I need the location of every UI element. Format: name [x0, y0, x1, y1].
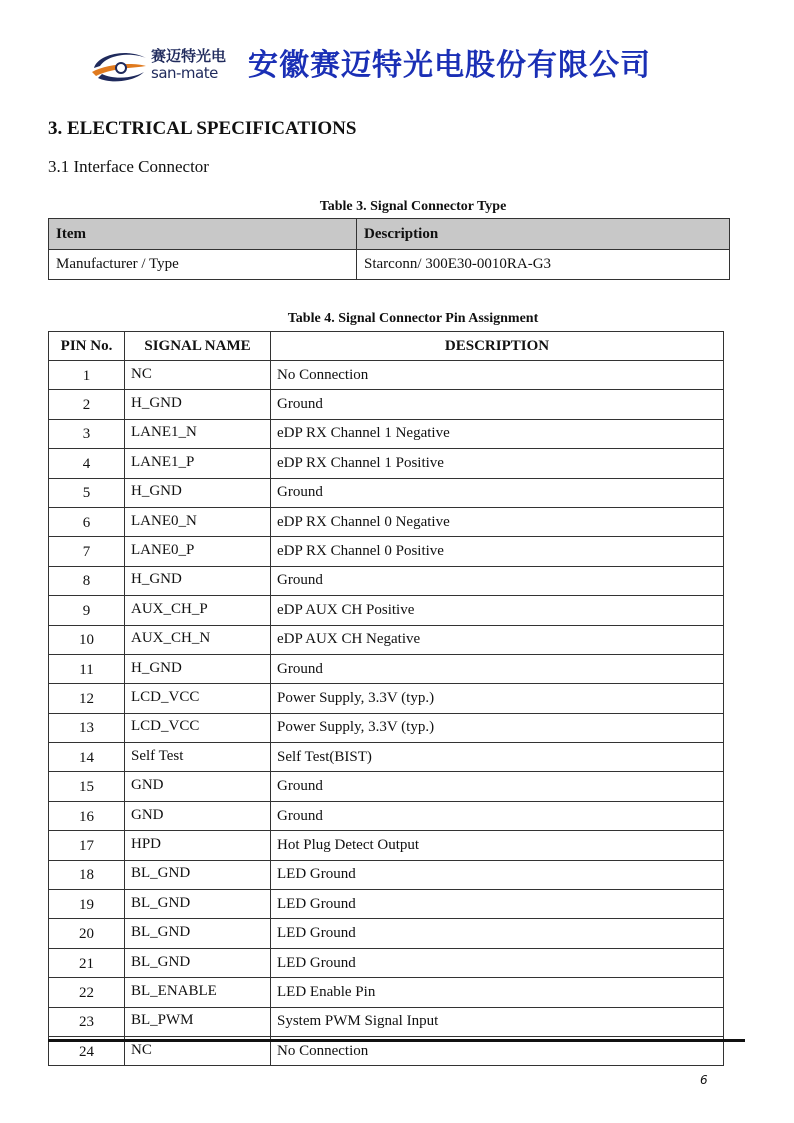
cell-pin-no: 4	[49, 449, 125, 478]
cell-description: Ground	[271, 772, 724, 801]
cell-description: LED Enable Pin	[271, 978, 724, 1007]
cell-description: eDP RX Channel 1 Negative	[271, 419, 724, 448]
cell-pin-no: 9	[49, 596, 125, 625]
cell-description: LED Ground	[271, 919, 724, 948]
cell-signal-name: LANE0_N	[125, 507, 271, 536]
cell-description: eDP RX Channel 0 Positive	[271, 537, 724, 566]
cell-signal-name: HPD	[125, 831, 271, 860]
table-row	[49, 801, 724, 830]
cell-signal-name: AUX_CH_P	[125, 596, 271, 625]
cell-pin-no: 2	[49, 390, 125, 419]
cell-signal-name: NC	[125, 1036, 271, 1065]
table-row	[49, 890, 724, 919]
cell-signal-name: LANE1_P	[125, 449, 271, 478]
cell-signal-name: LANE0_P	[125, 537, 271, 566]
cell-pin-no: 19	[49, 890, 125, 919]
cell-signal-name: AUX_CH_N	[125, 625, 271, 654]
table-row	[49, 713, 724, 742]
cell-pin-no: 15	[49, 772, 125, 801]
table-row	[49, 596, 724, 625]
table-row	[49, 684, 724, 713]
cell-description: eDP RX Channel 0 Negative	[271, 507, 724, 536]
cell-description: Ground	[271, 390, 724, 419]
table-row	[49, 831, 724, 860]
cell-description: Ground	[271, 654, 724, 683]
cell-signal-name: LCD_VCC	[125, 713, 271, 742]
cell-signal-name: BL_GND	[125, 890, 271, 919]
cell-description: Self Test(BIST)	[271, 743, 724, 772]
page-number: 6	[700, 1073, 708, 1087]
table-row	[49, 390, 724, 419]
cell-pin-no: 6	[49, 507, 125, 536]
header-item: Item	[49, 219, 357, 250]
cell-pin-no: 23	[49, 1007, 125, 1036]
cell-description: eDP AUX CH Negative	[271, 625, 724, 654]
table-row	[49, 537, 724, 566]
cell-description: Power Supply, 3.3V (typ.)	[271, 713, 724, 742]
cell-signal-name: NC	[125, 361, 271, 390]
table-row	[49, 449, 724, 478]
cell-pin-no: 17	[49, 831, 125, 860]
cell-pin-no: 21	[49, 948, 125, 977]
company-name: 安徽赛迈特光电股份有限公司	[248, 48, 651, 83]
cell-pin-no: 13	[49, 713, 125, 742]
cell-pin-no: 7	[49, 537, 125, 566]
logo-english-name: san-mate	[151, 64, 218, 82]
cell-description: Starconn/ 300E30-0010RA-G3	[357, 250, 730, 280]
cell-pin-no: 8	[49, 566, 125, 595]
subsection-title: 3.1 Interface Connector	[48, 157, 209, 176]
table-header-row	[49, 332, 724, 361]
cell-pin-no: 22	[49, 978, 125, 1007]
header-description: Description	[357, 219, 730, 250]
table-row	[49, 654, 724, 683]
cell-pin-no: 16	[49, 801, 125, 830]
cell-signal-name: BL_GND	[125, 948, 271, 977]
cell-signal-name: H_GND	[125, 390, 271, 419]
table-row	[49, 250, 730, 280]
cell-pin-no: 11	[49, 654, 125, 683]
table-row	[49, 361, 724, 390]
table-row	[49, 507, 724, 536]
header-signal-name: SIGNAL NAME	[125, 332, 271, 361]
footer-divider	[48, 1039, 745, 1042]
table-row	[49, 566, 724, 595]
cell-signal-name: GND	[125, 801, 271, 830]
cell-description: LED Ground	[271, 890, 724, 919]
cell-signal-name: BL_GND	[125, 860, 271, 889]
cell-description: Hot Plug Detect Output	[271, 831, 724, 860]
cell-pin-no: 10	[49, 625, 125, 654]
header-description: DESCRIPTION	[271, 332, 724, 361]
cell-pin-no: 1	[49, 361, 125, 390]
cell-description: Ground	[271, 478, 724, 507]
cell-signal-name: H_GND	[125, 478, 271, 507]
cell-description: eDP RX Channel 1 Positive	[271, 449, 724, 478]
cell-description: No Connection	[271, 1036, 724, 1065]
section-title: 3. ELECTRICAL SPECIFICATIONS	[48, 118, 357, 139]
cell-pin-no: 3	[49, 419, 125, 448]
cell-pin-no: 18	[49, 860, 125, 889]
cell-signal-name: BL_ENABLE	[125, 978, 271, 1007]
cell-description: Power Supply, 3.3V (typ.)	[271, 684, 724, 713]
signal-connector-type-table	[48, 218, 730, 280]
logo-chinese-name: 赛迈特光电	[151, 47, 227, 65]
table-row	[49, 419, 724, 448]
page-header	[88, 44, 708, 90]
cell-signal-name: H_GND	[125, 654, 271, 683]
cell-description: System PWM Signal Input	[271, 1007, 724, 1036]
table-row	[49, 978, 724, 1007]
table-header-row	[49, 219, 730, 250]
cell-description: Ground	[271, 566, 724, 595]
table-row	[49, 478, 724, 507]
cell-signal-name: BL_PWM	[125, 1007, 271, 1036]
cell-description: LED Ground	[271, 948, 724, 977]
cell-description: eDP AUX CH Positive	[271, 596, 724, 625]
cell-item: Manufacturer / Type	[49, 250, 357, 280]
table-row	[49, 625, 724, 654]
cell-pin-no: 24	[49, 1036, 125, 1065]
cell-pin-no: 5	[49, 478, 125, 507]
table-row	[49, 919, 724, 948]
table-row	[49, 772, 724, 801]
table-row	[49, 1007, 724, 1036]
cell-signal-name: LANE1_N	[125, 419, 271, 448]
table-row	[49, 860, 724, 889]
cell-signal-name: Self Test	[125, 743, 271, 772]
pin-assignment-table	[48, 331, 724, 1066]
table-row	[49, 743, 724, 772]
table3-caption: Table 3. Signal Connector Type	[319, 199, 507, 214]
header-pin-no: PIN No.	[49, 332, 125, 361]
cell-description: No Connection	[271, 361, 724, 390]
cell-signal-name: GND	[125, 772, 271, 801]
cell-signal-name: BL_GND	[125, 919, 271, 948]
cell-pin-no: 20	[49, 919, 125, 948]
table-row	[49, 948, 724, 977]
cell-signal-name: LCD_VCC	[125, 684, 271, 713]
table4-caption: Table 4. Signal Connector Pin Assignment	[287, 311, 539, 326]
san-mate-logo-icon	[88, 46, 150, 86]
cell-description: LED Ground	[271, 860, 724, 889]
cell-description: Ground	[271, 801, 724, 830]
cell-signal-name: H_GND	[125, 566, 271, 595]
cell-pin-no: 12	[49, 684, 125, 713]
cell-pin-no: 14	[49, 743, 125, 772]
